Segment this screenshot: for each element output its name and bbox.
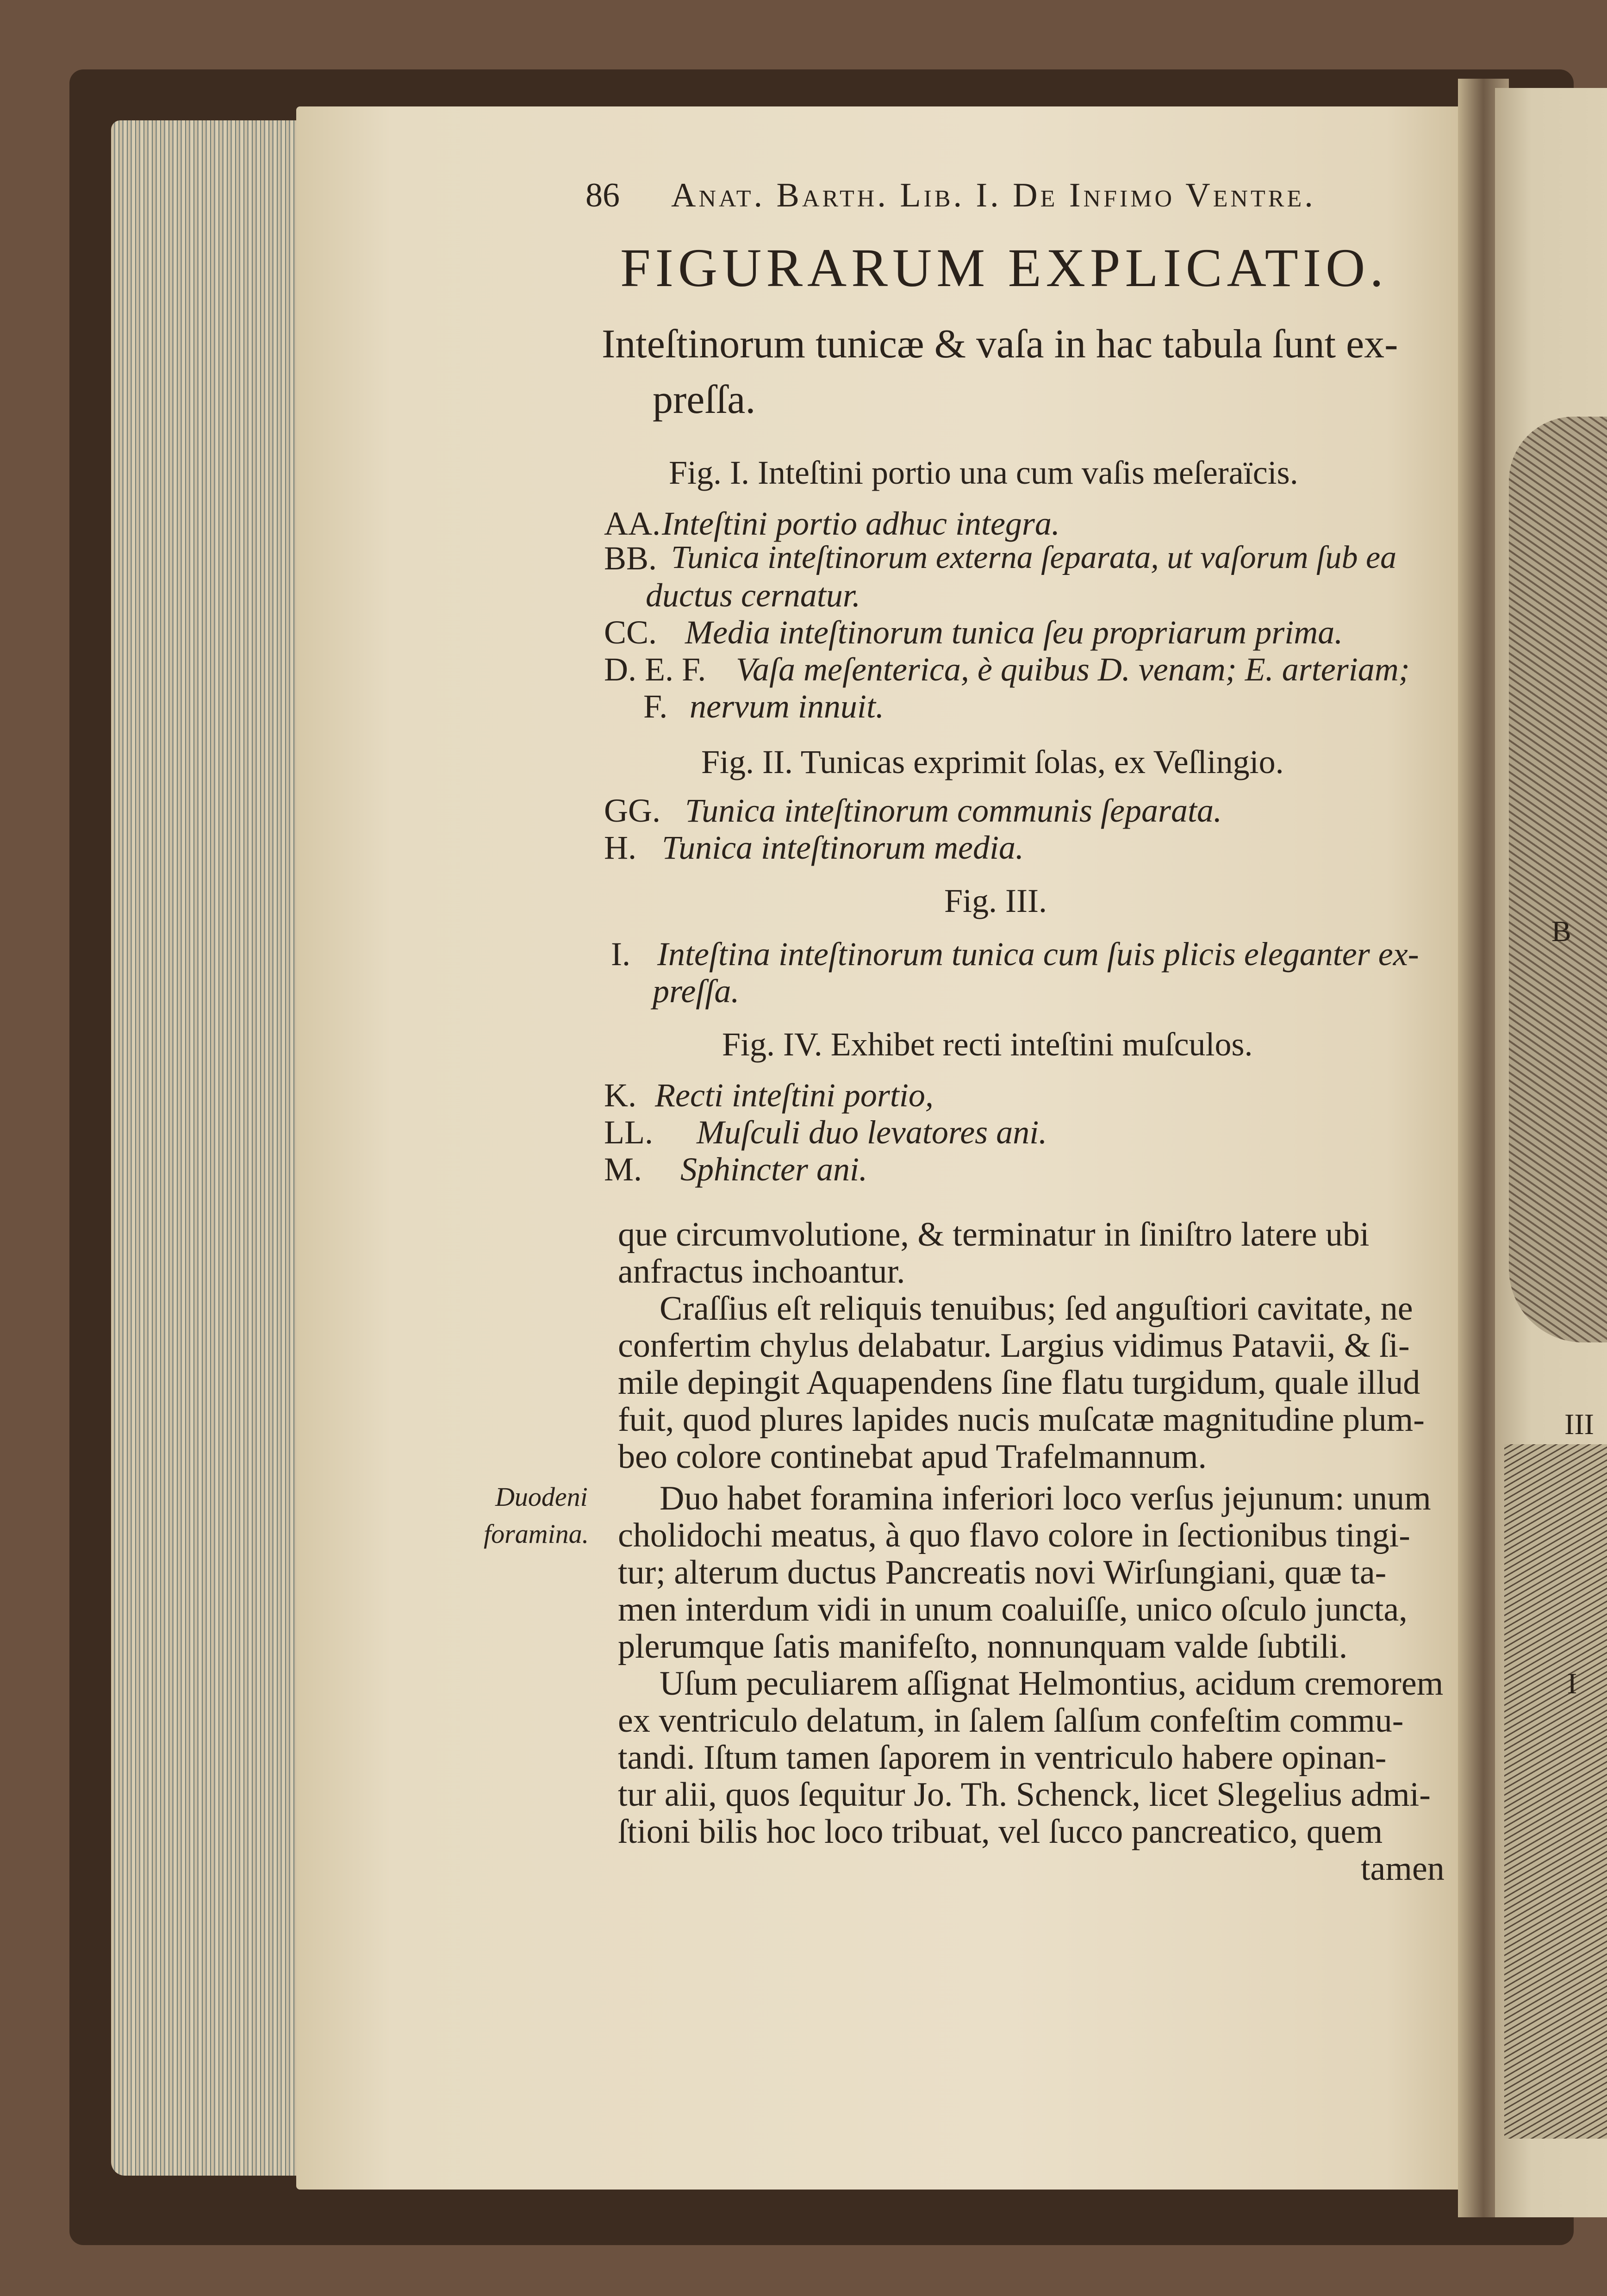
body-line-17: ſtioni bilis hoc loco tribuat, vel ſucco pancreatico, quem: [618, 1813, 1383, 1851]
fig1-text-bb-cont: ductus cernatur.: [646, 577, 860, 614]
plate-letter-i: I: [1567, 1667, 1577, 1700]
fig3-text-i: Inteſtina inteſtinorum tunica cum ſuis plicis eleganter ex-: [657, 936, 1419, 973]
fig4-text-ll: Muſculi duo levatores ani.: [697, 1114, 1047, 1151]
fig2-text-h: Tunica inteſtinorum media.: [662, 829, 1024, 866]
body-line-14: ex ventriculo delatum, in ſalem ſalſum confeſtim commu-: [618, 1702, 1404, 1740]
page-title: FIGURARUM EXPLICATIO.: [620, 237, 1388, 298]
fig1-label-cc: CC.: [604, 614, 657, 651]
fig2-label-gg: GG.: [604, 792, 660, 829]
body-line-13: Uſum peculiarem aſſignat Helmontius, acidum cremorem: [660, 1665, 1444, 1703]
fig1-text-bb: Tunica inteſtinorum externa ſeparata, ut vaſorum ſub ea: [671, 540, 1397, 575]
fig1-label-f: F.: [643, 688, 668, 725]
page-number: 86: [585, 176, 620, 214]
fig1-text-def: Vaſa meſenterica, è quibus D. venam; E. arteriam;: [736, 651, 1410, 688]
margin-note-line-1: Duodeni: [495, 1482, 588, 1512]
fig1-label-aa: AA.: [604, 505, 660, 542]
body-line-10: tur; alterum ductus Pancreatis novi Wirſungiani, quæ ta-: [618, 1554, 1387, 1591]
body-line-4: confertim chylus delabatur. Largius vidimus Patavii, & ſi-: [618, 1327, 1410, 1365]
fig1-heading: Fig. I. Inteſtini portio una cum vaſis meſeraïcis.: [669, 454, 1298, 491]
catchword: tamen: [1361, 1850, 1445, 1888]
body-line-1: que circumvolutione, & terminatur in ſiniſtro latere ubi: [618, 1216, 1370, 1254]
running-title: Anat. Barth. Lib. I. De Infimo Ventre.: [671, 176, 1316, 214]
fig3-label-i: I.: [611, 936, 630, 973]
fig1-text-aa: Inteſtini portio adhuc integra.: [662, 505, 1060, 542]
fig1-label-def: D. E. F.: [604, 651, 706, 688]
fig4-heading: Fig. IV. Exhibet recti inteſtini muſculos.: [722, 1026, 1253, 1063]
heading-subtitle-line-1: Inteſtinorum tunicæ & vaſa in hac tabula ſunt ex-: [602, 322, 1398, 367]
heading-subtitle-line-2: preſſa.: [653, 377, 756, 422]
body-line-6: fuit, quod plures lapides nucis muſcatæ magnitudine plum-: [618, 1401, 1425, 1439]
fig4-label-k: K.: [604, 1077, 636, 1114]
page-edges: [111, 120, 305, 2176]
plate-letter-b: B: [1551, 915, 1571, 948]
fig1-text-f: nervum innuit.: [690, 688, 884, 725]
body-line-8: Duo habet foramina inferiori loco verſus jejunum: unum: [660, 1479, 1431, 1517]
margin-note-line-2: foramina.: [484, 1519, 589, 1549]
fig4-text-k: Recti inteſtini portio,: [655, 1077, 934, 1114]
fig2-heading: Fig. II. Tunicas exprimit ſolas, ex Veſlingio.: [701, 743, 1284, 780]
body-line-5: mile depingit Aquapendens ſine flatu turgidum, quale illud: [618, 1364, 1420, 1402]
body-line-3: Craſſius eſt reliquis tenuibus; ſed anguſtiori cavitate, ne: [660, 1290, 1413, 1328]
fig4-label-m: M.: [604, 1151, 642, 1188]
body-line-16: tur alii, quos ſequitur Jo. Th. Schenck, licet Slegelius admi-: [618, 1776, 1431, 1814]
anatomical-engraving-lower: [1504, 1444, 1607, 2139]
fig2-text-gg: Tunica inteſtinorum communis ſeparata.: [685, 792, 1222, 829]
fig1-label-bb: BB.: [604, 540, 657, 577]
plate-letter-iii: III: [1564, 1408, 1594, 1441]
body-line-2: anfractus inchoantur.: [618, 1253, 905, 1291]
fig3-heading: Fig. III.: [944, 882, 1047, 919]
fig3-text-i-cont: preſſa.: [653, 973, 740, 1010]
body-line-11: men interdum vidi in unum coaluiſſe, unico oſculo juncta,: [618, 1591, 1408, 1628]
fig4-text-m: Sphincter ani.: [680, 1151, 867, 1188]
fig2-label-h: H.: [604, 829, 636, 866]
fig1-text-cc: Media inteſtinorum tunica ſeu propriarum prima.: [685, 614, 1343, 651]
body-line-12: plerumque ſatis manifeſto, nonnunquam valde ſubtili.: [618, 1628, 1348, 1666]
body-line-15: tandi. Iſtum tamen ſaporem in ventriculo habere opinan-: [618, 1739, 1387, 1777]
body-line-9: cholidochi meatus, à quo flavo colore in ſectionibus tingi-: [618, 1516, 1410, 1554]
anatomical-engraving-upper: [1509, 417, 1607, 1342]
body-line-7: beo colore continebat apud Trafelmannum.: [618, 1438, 1207, 1476]
fig4-label-ll: LL.: [604, 1114, 653, 1151]
